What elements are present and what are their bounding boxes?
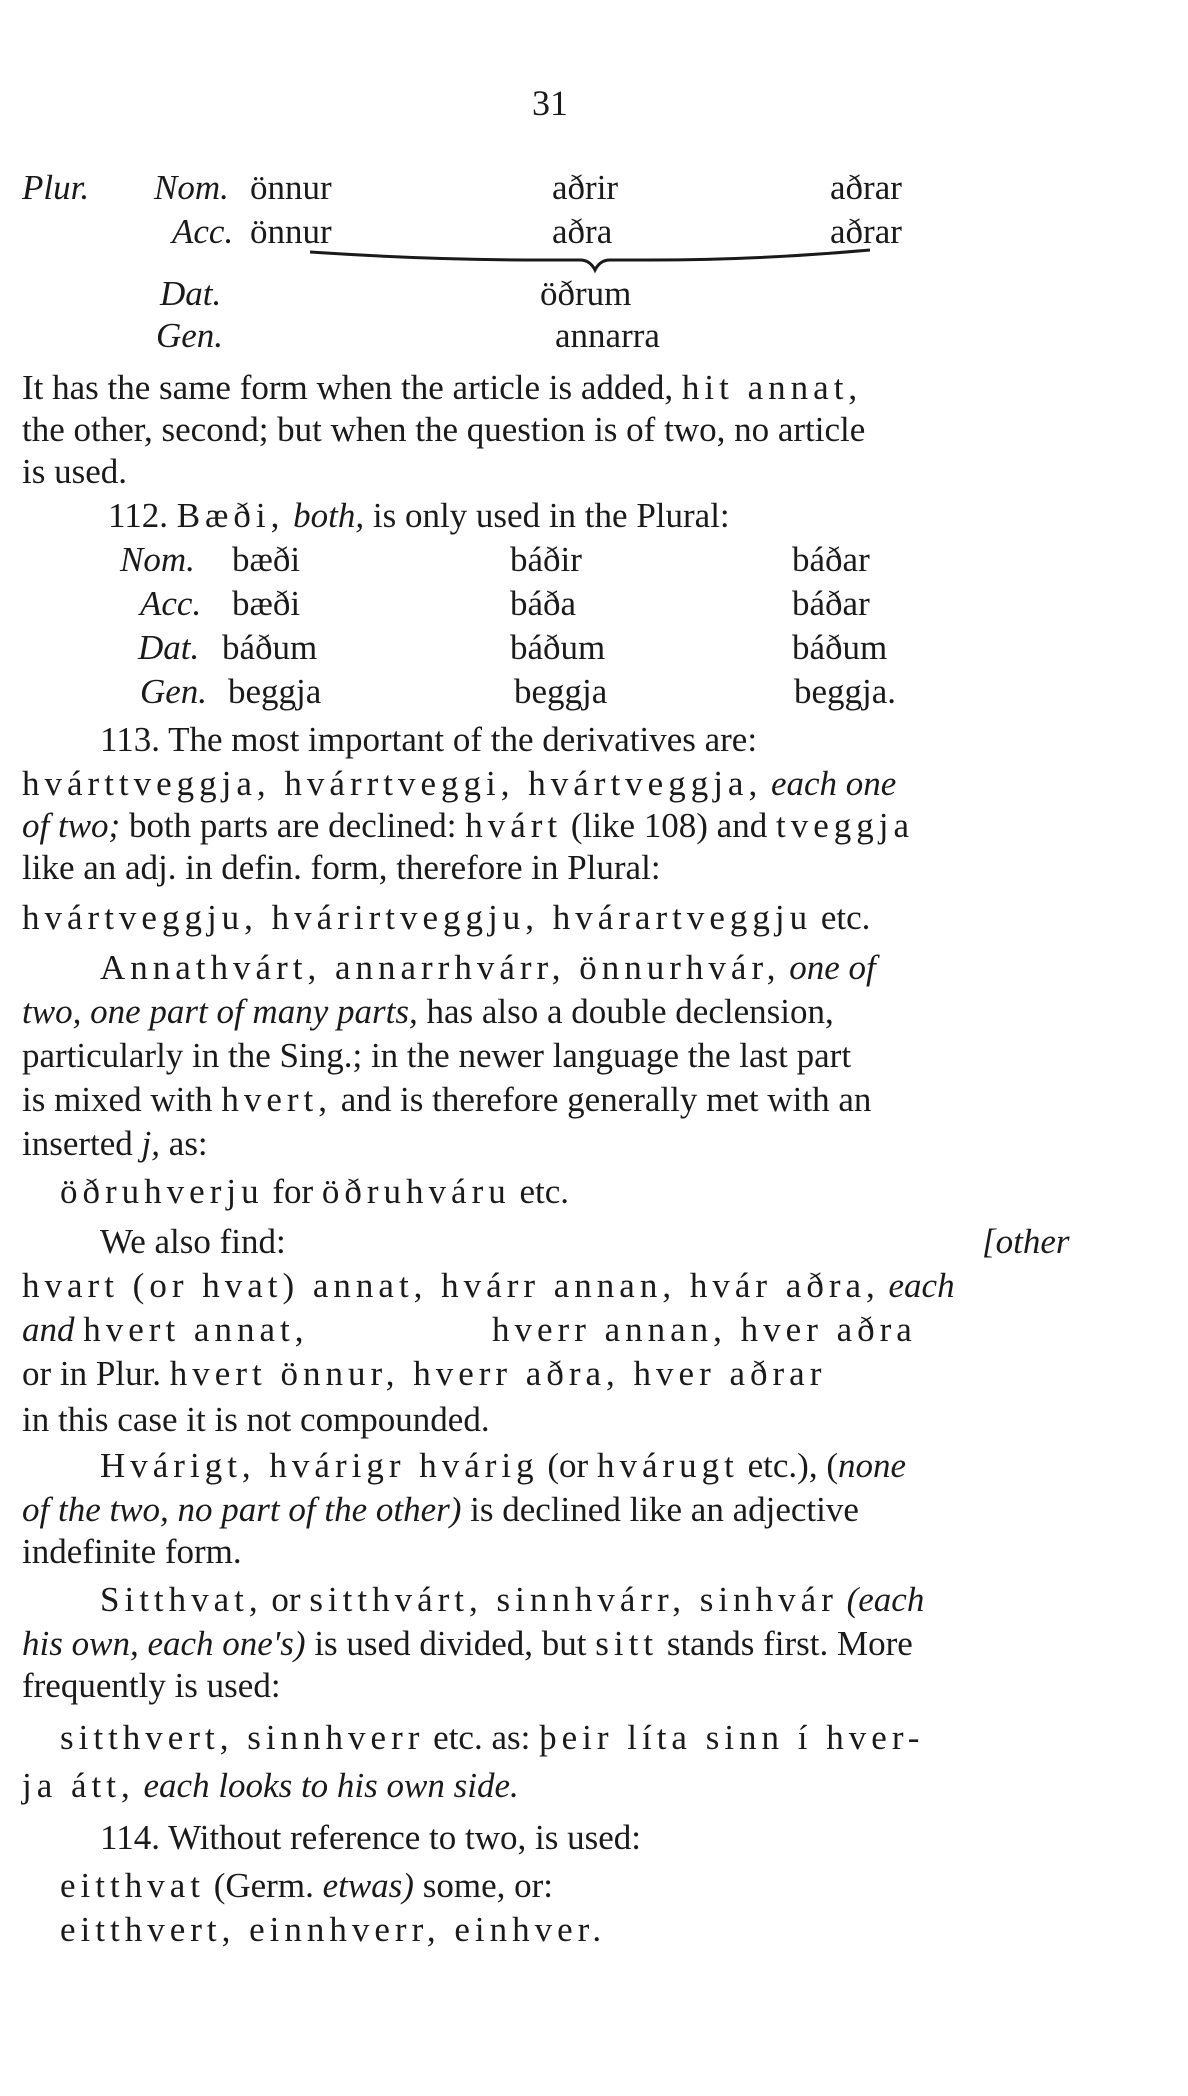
text: or [271,1580,301,1619]
table-cell: báðar [792,584,870,623]
text: inserted [22,1124,133,1163]
text: It has the same form when the article is added, [22,368,674,407]
paragraph-line [22,368,1082,408]
section-112-heading [108,496,730,536]
gloss: two, one part of many parts, [22,992,418,1031]
number-label: Plur. [22,168,90,207]
gloss: [other [982,1222,1070,1261]
case-label-text: Gen. [156,316,224,355]
bracket-note [982,1222,1070,1262]
text: is declined like an adjective [470,1490,859,1529]
paragraph-line [100,1580,924,1620]
gloss: etwas) [322,1866,414,1905]
table-cell: bæði [232,540,301,579]
paragraph-line [22,1266,1082,1306]
text: as: [168,1124,208,1163]
section-113-heading: 113. The most important of the derivatives are: [100,720,758,759]
old-norse-term: hvárugt [596,1446,739,1485]
case-label [140,672,207,712]
text: (like 108) and [570,806,768,845]
case-label-text: Dat. [138,628,200,667]
case-label-text: Acc. [140,584,202,623]
table-cell: beggja. [794,672,897,711]
gloss: each [888,1266,955,1305]
paragraph-line [22,806,1082,846]
old-norse-term: ja átt, [22,1766,135,1805]
paragraph-line [100,948,876,988]
table-cell: aðrar [830,168,902,207]
paragraph-line [22,1766,519,1806]
old-norse-term: sitthvárt, sinnhvárr, sinhvár [309,1580,838,1619]
table-cell: beggja [228,672,322,711]
case-label [156,316,223,356]
table-cell: báðum [510,628,606,667]
old-norse-term: hvart (or hvat) annat, hvárr annan, hvár aðra, [22,1266,880,1305]
text: (or [547,1446,589,1485]
section-number: 112. [108,496,168,535]
text: stands first. More [666,1624,913,1663]
old-norse-term: tveggja [775,806,914,845]
old-norse-term: öðruhverju [60,1172,264,1211]
paragraph-line: like an adj. in defin. form, therefore in Plural: [22,848,661,887]
case-label [160,274,221,314]
paragraph-line [60,1718,924,1758]
table-cell: önnur [250,212,332,251]
text: has also a double declension, [426,992,834,1031]
old-norse-term: eitthvat [60,1866,205,1905]
case-label-text: Nom. [154,168,229,207]
old-norse-term: hvártveggju, hvárirtveggju, hvárartveggju [22,898,813,937]
text: some, or: [422,1866,553,1905]
table-cell: báðum [222,628,318,667]
old-norse-term: Sitthvat, [100,1580,263,1619]
page-number: 31 [532,83,568,123]
old-norse-term: Bæði, [176,496,285,535]
old-norse-term: þeir líta sinn í hver- [539,1718,925,1757]
paragraph-line [22,898,1082,938]
text: is only used in the Plural: [372,496,730,535]
paragraph-line [22,1354,1082,1394]
table-cell: öðrum [540,274,632,313]
case-label [120,540,195,580]
old-norse-term: hverr annan, hver aðra [492,1310,917,1349]
text: for [272,1172,314,1211]
paragraph-line: in this case it is not compounded. [22,1400,490,1439]
paragraph-line [22,764,1082,804]
gloss: (each [846,1580,925,1619]
old-norse-term: hvert önnur, hverr aðra, hver aðrar [169,1354,827,1393]
old-norse-term: öðruhváru [321,1172,511,1211]
brace-line [310,248,870,274]
gloss: his own, each one's) [22,1624,306,1663]
old-norse-term: sitt [595,1624,659,1663]
gloss: both, [293,496,365,535]
text: or in Plur. [22,1354,162,1393]
old-norse-term: Hvárigt, hvárigr hvárig [100,1446,539,1485]
case-label [154,168,229,208]
table-cell: báðir [510,540,582,579]
paragraph-line: frequently is used: [22,1666,281,1705]
old-norse-term: hvárttveggja, hvárrtveggi, hvártveggja, [22,764,763,803]
gloss: j, [141,1124,161,1163]
old-norse-term: hvert, [221,1080,332,1119]
gloss: one of [789,948,876,987]
paragraph-line [60,1866,553,1906]
text: both parts are declined: [128,806,457,845]
old-norse-term: hvárt [465,806,563,845]
old-norse-term: eitthvert, einnhverr, einhver. [60,1910,607,1949]
gloss: none [838,1446,907,1485]
paragraph-line [22,1124,1082,1164]
text: etc. [519,1172,570,1211]
text: etc. [820,898,871,937]
table-cell: önnur [250,168,332,207]
table-cell: beggja [514,672,608,711]
table-cell: bæði [232,584,301,623]
table-cell: báðar [792,540,870,579]
text: (Germ. [213,1866,314,1905]
old-norse-term: Annathvárt, annarrhvárr, önnurhvár, [100,948,781,987]
paragraph-line [22,1490,1082,1530]
table-cell: aðrar [830,212,902,251]
case-label-text: Dat. [160,274,222,313]
old-norse-term: hvert annat, [83,1310,309,1349]
case-label [138,628,199,668]
paragraph-line: the other, second; but when the question is of two, no article [22,410,866,449]
paragraph-line [22,992,1082,1032]
text: and is therefore generally met with an [340,1080,872,1119]
paragraph-line: particularly in the Sing.; in the newer language the last part [22,1036,852,1075]
case-label-text: Nom. [120,540,195,579]
text: etc. as: [433,1718,531,1757]
case-label [140,584,201,624]
paragraph-line: We also find: [100,1222,286,1261]
gloss: each looks to his own side. [143,1766,519,1805]
text: etc.), ( [747,1446,838,1485]
table-cell: aðra [552,212,613,251]
case-label-text: Acc. [172,212,234,251]
gloss: of the two, no part of the other) [22,1490,462,1529]
table-cell: báðum [792,628,888,667]
paragraph-line [22,1080,1082,1120]
table-cell: aðrir [552,168,619,207]
old-norse-term: hit annat, [681,368,863,407]
case-label [172,212,233,252]
paragraph-line [60,1172,569,1212]
gloss: each one [770,764,897,803]
section-114-heading: 114. Without reference to two, is used: [100,1818,641,1857]
table-row [22,168,89,208]
old-norse-term: sitthvert, sinnhverr [60,1718,425,1757]
table-cell: annarra [555,316,660,355]
text: is used divided, but [314,1624,587,1663]
paragraph-line [100,1446,906,1486]
case-label-text: Gen. [140,672,208,711]
table-cell: báða [510,584,577,623]
paragraph-line: is used. [22,452,127,491]
paragraph-line [22,1624,1082,1664]
gloss: of two; [22,806,121,845]
text: is mixed with [22,1080,213,1119]
gloss: and [22,1310,75,1349]
paragraph-line: indefinite form. [22,1532,242,1571]
